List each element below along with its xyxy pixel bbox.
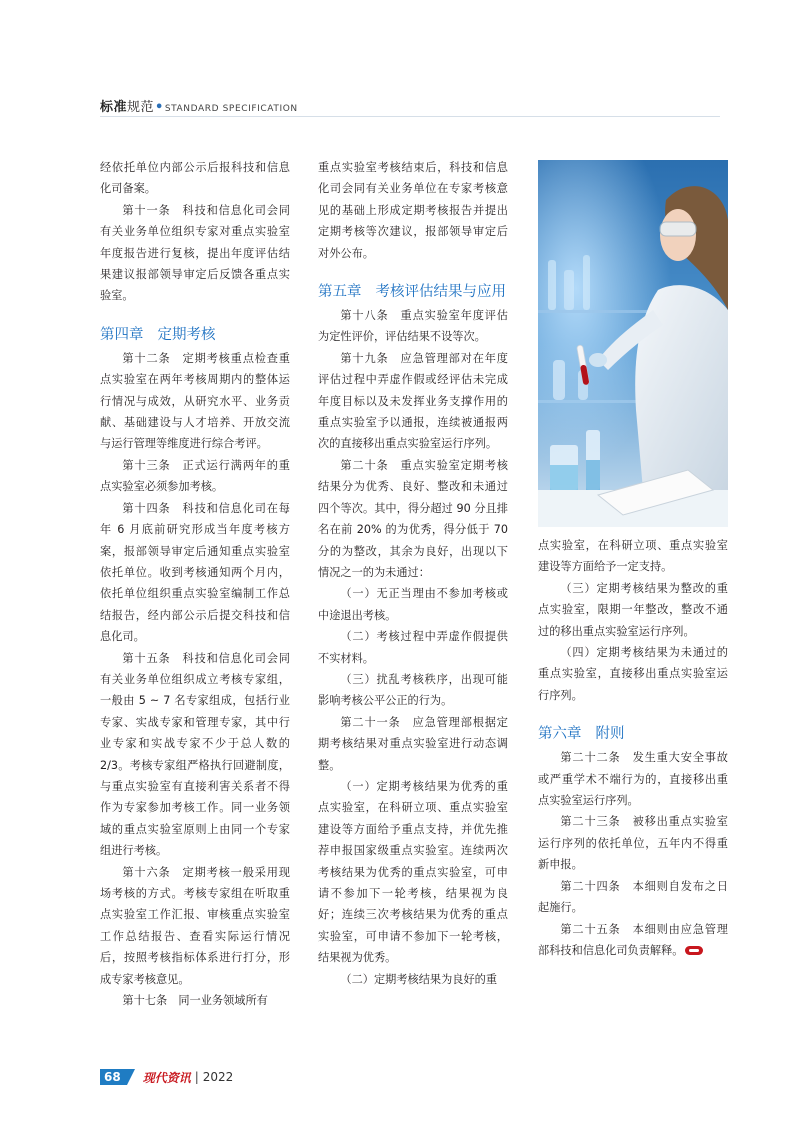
article-paragraph [538,876,728,919]
page-number: 68 [100,1069,127,1085]
article-paragraph [100,862,290,990]
article-paragraph [318,669,508,712]
article-paragraph [100,200,290,307]
article-paragraph [100,348,290,455]
chapter-title: 附则 [595,726,625,743]
article-paragraph [318,305,508,348]
article-paragraph [318,583,508,626]
paragraph-text: 第十三条 正式运行满两年的重点实验室必须参加考核。 [100,458,290,494]
article-paragraph [100,990,290,1011]
paragraph-text: 第十六条 定期考核一般采用现场考核的方式。考核专家组在听取重点实验室工作汇报、审核重点实验室工作总结报告、查看实际运行情况后，按照考核指标体系进行打分，形成专家考核意见。 [100,865,290,986]
issue-year: 2022 [202,1070,234,1084]
chapter-heading [538,724,728,745]
article-paragraph [100,498,290,648]
lab-photo [538,160,728,527]
article-paragraph [318,776,508,969]
article-paragraph [538,535,728,578]
paragraph-text: （二）定期考核结果为良好的重 [340,972,498,986]
article-paragraph [318,712,508,776]
paragraph-text: 第二十五条 本细则由应急管理部科技和信息化司负责解释。 [538,922,728,957]
footer-separator: | [194,1070,199,1084]
paragraph-text: 点实验室，在科研立项、重点实验室建设等方面给予一定支持。 [538,539,728,574]
header-separator: • [155,100,164,115]
paragraph-text: 第十五条 科技和信息化司会同有关业务单位组织成立考核专家组，一般由 5 ~ 7 名专家组成，包括行业专家、实战专家和管理专家，其中行业专家和实战专家不少于总人数的 2/3。考核专家组严格执行回避制度，与重点实验室有直接利害关系者不得作为专家参加考核工作。同一业务领域的重点实验室原则上由同一个专家组进行考核。 [100,651,290,858]
page-footer [100,1068,233,1086]
paragraph-text: 第二十条 重点实验室定期考核结果分为优秀、良好、整改和未通过四个等次。其中，得分超过 90 分且排名在前 20% 的为优秀，得分低于 70 分的为整改，其余为良好，出现以下情况之一的为未通过： [318,458,508,579]
header-title-rest: 规范 [127,100,155,115]
paragraph-text: （一）无正当理由不参加考核或中途退出考核。 [318,587,508,622]
paragraph-text: 第十一条 科技和信息化司会同有关业务单位组织专家对重点实验室年度报告进行复核，提出年度评估结果建议报部领导审定后反馈各重点实验室。 [100,203,290,303]
article-paragraph [318,455,508,583]
text-column-2 [318,157,508,990]
article-paragraph [318,969,508,990]
article-paragraph [538,642,728,706]
chapter-title: 定期考核 [157,326,216,343]
paragraph-text: 第十四条 科技和信息化司在每年 6 月底前研究形成当年度考核方案，报部领导审定后通知重点实验室依托单位。收到考核通知两个月内，依托单位组织重点实验室编制工作总结报告，经内部公示后提交科技和信息化司。 [100,501,290,644]
running-header [100,96,298,115]
paragraph-text: 第二十四条 本细则自发布之日起施行。 [538,879,728,915]
paragraph-text: 第二十三条 被移出重点实验室运行序列的依托单位，五年内不得重新申报。 [538,815,728,872]
header-title-en: STANDARD SPECIFICATION [164,104,298,114]
paragraph-text: 第二十一条 应急管理部根据定期考核结果对重点实验室进行动态调整。 [318,715,508,772]
article-paragraph [538,747,728,811]
paragraph-text: （二）考核过程中弄虚作假提供不实材料。 [318,630,508,665]
paragraph-text: 第十七条 同一业务领域所有 [122,994,268,1008]
end-mark-icon [685,946,703,955]
chapter-heading [100,325,290,346]
header-title-bold: 标准 [100,100,128,115]
paragraph-text: （四）定期考核结果为未通过的重点实验室，直接移出重点实验室运行序列。 [538,646,728,702]
text-column-1 [100,157,290,1011]
chapter-number: 第四章 [100,326,144,343]
chapter-number: 第六章 [538,726,582,743]
paragraph-text: 第二十二条 发生重大安全事故或严重学术不端行为的，直接移出重点实验室运行序列。 [538,751,728,808]
paragraph-text: 第十二条 定期考核重点检查重点实验室在两年考核周期内的整体运行情况与成效，从研究水平、业务贡献、基础建设与人才培养、开放交流与运行管理等维度进行综合考评。 [100,351,290,451]
header-divider [100,116,720,117]
article-paragraph [318,348,508,455]
paragraph-text: （一）定期考核结果为优秀的重点实验室，在科研立项、重点实验室建设等方面给予重点支持，并优先推荐申报国家级重点实验室。连续两次考核结果为优秀的重点实验室，可申请不参加下一轮考核，结果视为良好；连续三次考核结果为优秀的重点实验室，可申请不参加下一轮考核，结果视为优秀。 [318,779,508,965]
article-paragraph [100,157,290,200]
article-paragraph [318,157,508,264]
article-paragraph [100,455,290,498]
article-paragraph [538,578,728,642]
chapter-number: 第五章 [318,284,362,301]
paragraph-text: （三）定期考核结果为整改的重点实验室，限期一年整改，整改不通过的移出重点实验室运行序列。 [538,581,728,638]
text-column-3 [538,535,728,961]
chapter-heading [318,282,508,303]
paragraph-text: （三）扰乱考核秩序，出现可能影响考核公平公正的行为。 [318,672,508,708]
paragraph-text: 经依托单位内部公示后报科技和信息化司备案。 [100,161,290,196]
paragraph-text: 重点实验室考核结束后，科技和信息化司会同有关业务单位在专家考核意见的基础上形成定期考核报告并提出定期考核等次建议，报部领导审定后对外公布。 [318,161,508,260]
article-paragraph [538,919,728,962]
article-paragraph [318,626,508,669]
chapter-title: 考核评估结果与应用 [375,284,506,301]
paragraph-text: 第十九条 应急管理部对在年度评估过程中弄虚作假或经评估未完成年度目标以及未发挥业务支撑作用的重点实验室予以通报，连续被通报两次的直接移出重点实验室运行序列。 [318,351,508,451]
magazine-name: 现代资讯 [142,1070,191,1085]
paragraph-text: 第十八条 重点实验室年度评估为定性评价，评估结果不设等次。 [318,309,508,344]
article-paragraph [100,648,290,862]
article-paragraph [538,811,728,875]
